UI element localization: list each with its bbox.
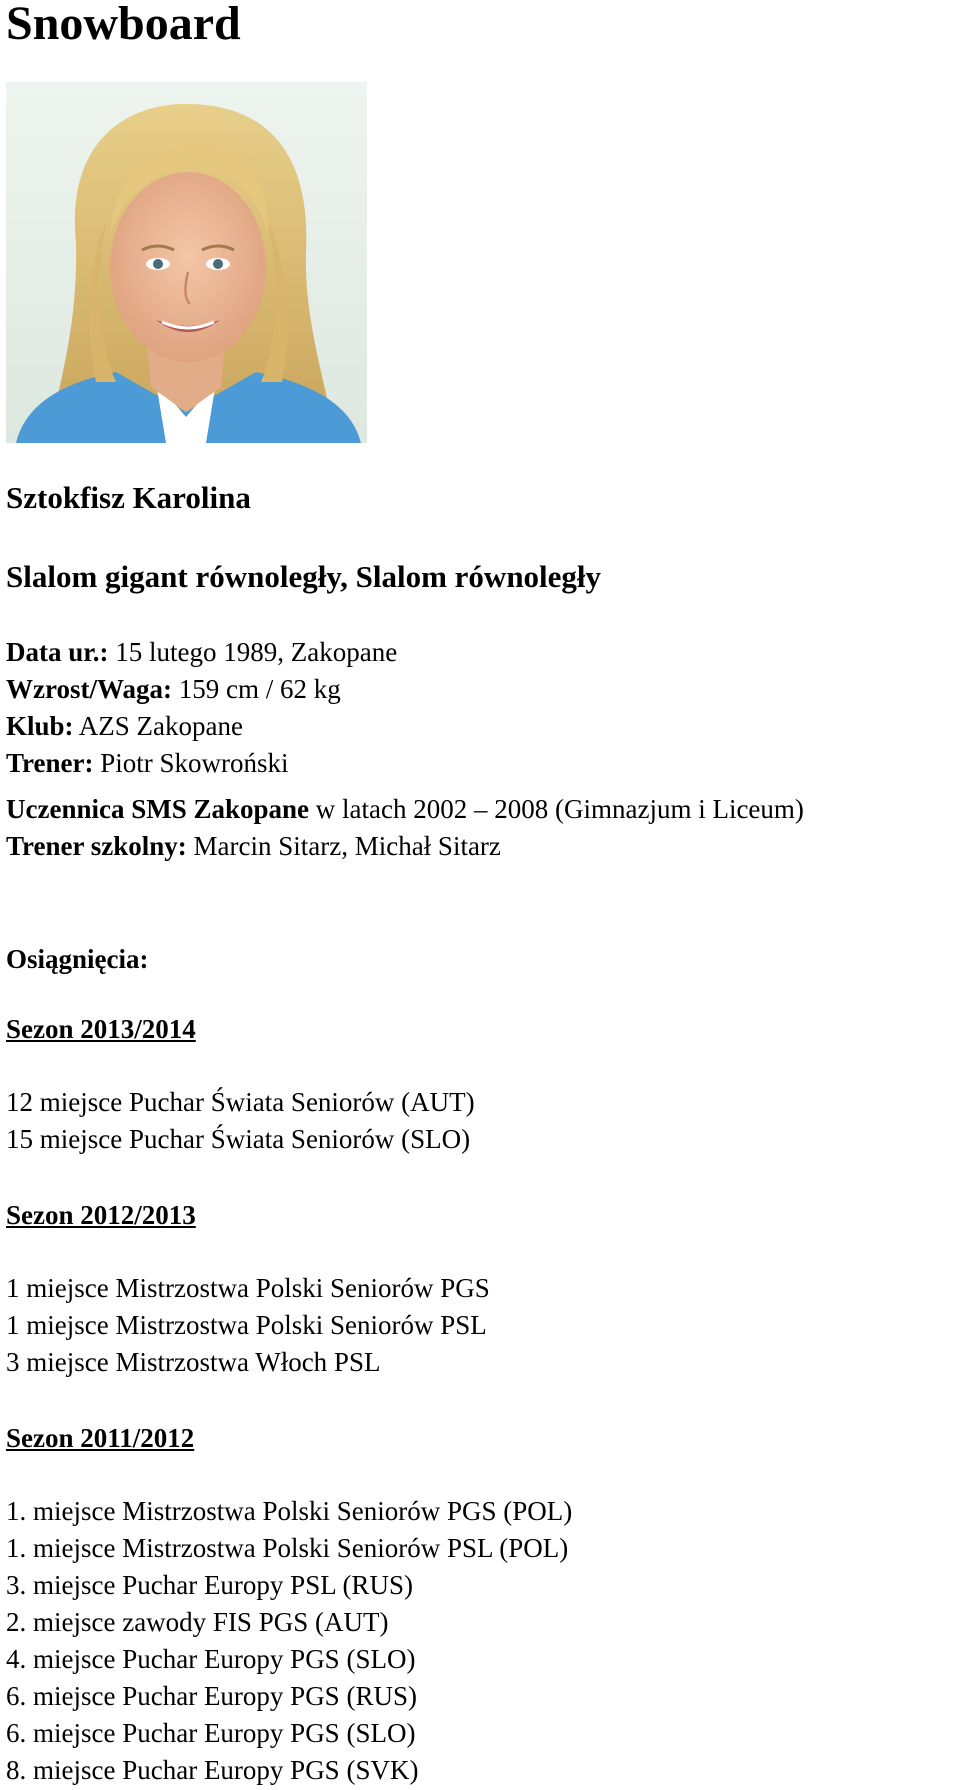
season-2011-2012 — [6, 1420, 956, 1789]
list-item: 6. miejsce Puchar Europy PGS (RUS) — [6, 1681, 417, 1711]
season-title: Sezon 2013/2014 — [6, 1014, 196, 1044]
list-item: 15 miejsce Puchar Świata Seniorów (SLO) — [6, 1124, 471, 1154]
list-item: 3. miejsce Puchar Europy PSL (RUS) — [6, 1570, 413, 1600]
school-coach: Trener szkolny: Marcin Sitarz, Michał Sitarz — [6, 831, 501, 861]
athlete-header — [6, 480, 956, 516]
season-title: Sezon 2012/2013 — [6, 1200, 196, 1230]
list-item: 1. miejsce Mistrzostwa Polski Seniorów PGS (POL) — [6, 1496, 573, 1526]
fact-coach: Trener: Piotr Skowroński — [6, 748, 289, 778]
athlete-portrait-icon — [6, 82, 367, 443]
disciplines-block — [6, 559, 956, 595]
list-item: 12 miejsce Puchar Świata Seniorów (AUT) — [6, 1087, 475, 1117]
athlete-photo — [6, 82, 367, 443]
list-item: 1 miejsce Mistrzostwa Polski Seniorów PSL — [6, 1310, 487, 1340]
page-title: Snowboard — [6, 0, 241, 50]
season-title: Sezon 2011/2012 — [6, 1423, 195, 1453]
school-info: Uczennica SMS Zakopane w latach 2002 – 2008 (Gimnazjum i Liceum) — [6, 794, 804, 824]
facts-block — [6, 634, 956, 782]
fact-club: Klub: AZS Zakopane — [6, 711, 243, 741]
fact-height-weight: Wzrost/Waga: 159 cm / 62 kg — [6, 674, 341, 704]
athlete-disciplines: Slalom gigant równoległy, Slalom równoległy — [6, 559, 602, 594]
season-2013-2014 — [6, 1011, 956, 1158]
list-item: 4. miejsce Puchar Europy PGS (SLO) — [6, 1644, 416, 1674]
list-item: 1. miejsce Mistrzostwa Polski Seniorów PSL (POL) — [6, 1533, 569, 1563]
list-item: 6. miejsce Puchar Europy PGS (SLO) — [6, 1718, 416, 1748]
list-item: 8. miejsce Puchar Europy PGS (SVK) — [6, 1755, 419, 1785]
fact-birth: Data ur.: 15 lutego 1989, Zakopane — [6, 637, 398, 667]
list-item: 2. miejsce zawody FIS PGS (AUT) — [6, 1607, 389, 1637]
achievements-heading-block — [6, 941, 956, 978]
school-block — [6, 791, 956, 865]
list-item: 3 miejsce Mistrzostwa Włoch PSL — [6, 1347, 381, 1377]
achievements-heading: Osiągnięcia: — [6, 944, 149, 974]
season-2012-2013 — [6, 1197, 956, 1381]
athlete-name: Sztokfisz Karolina — [6, 480, 251, 515]
list-item: 1 miejsce Mistrzostwa Polski Seniorów PGS — [6, 1273, 490, 1303]
